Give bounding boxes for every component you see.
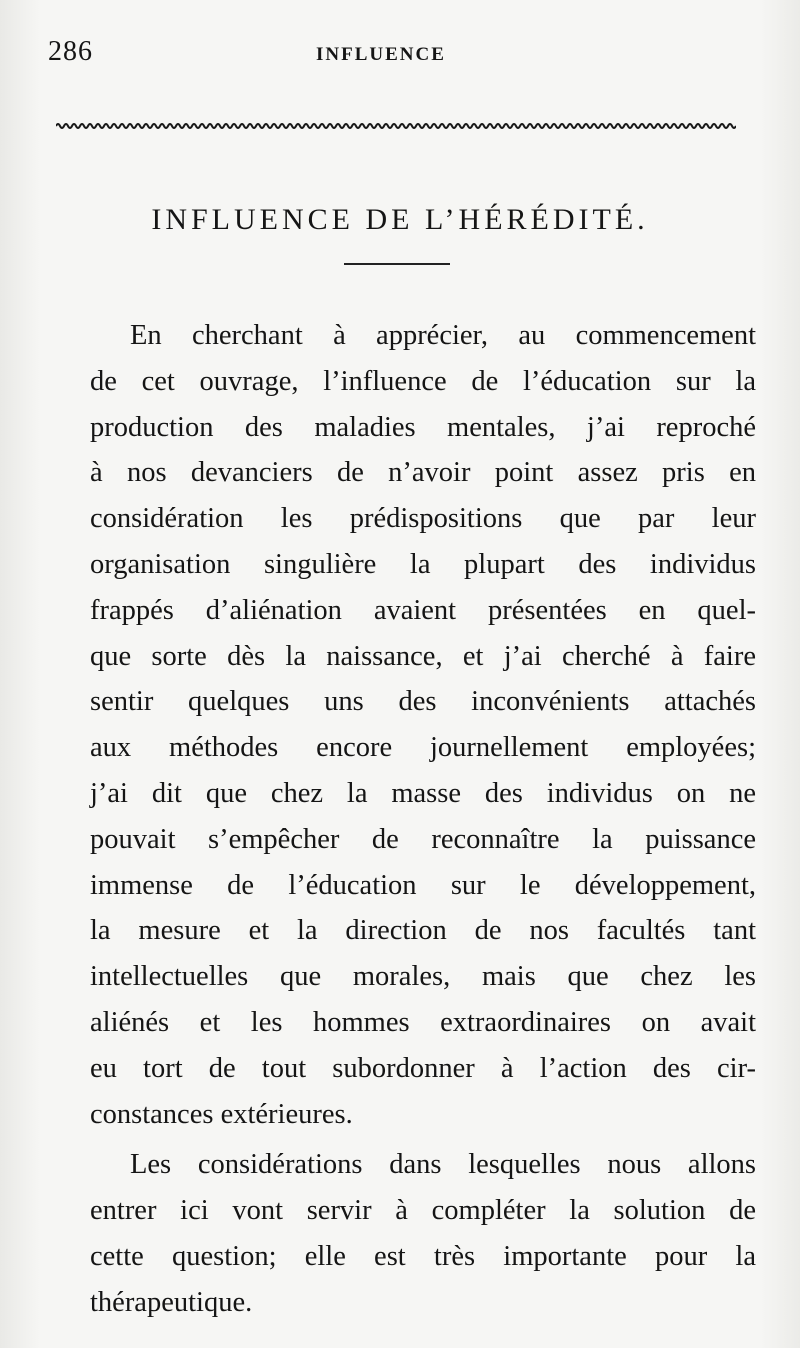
- text-line: j’ai dit que chez la masse des individus on ne: [90, 777, 756, 809]
- text-line: thérapeutique.: [90, 1286, 253, 1318]
- text-line: à nos devanciers de n’avoir point assez pris en: [90, 457, 756, 489]
- text-line: immense de l’éducation sur le développement,: [90, 869, 756, 901]
- body-text: [50, 313, 756, 1326]
- text-line: que sorte dès la naissance, et j’ai cherché à faire: [90, 640, 756, 672]
- ornamental-rule: [56, 121, 736, 131]
- text-line: organisation singulière la plupart des individus: [90, 548, 756, 580]
- text-line: de cet ouvrage, l’influence de l’éducation sur la: [90, 365, 756, 397]
- text-line: constances extérieures.: [90, 1098, 353, 1130]
- text-line: frappés d’aliénation avaient présentées en quel-: [90, 594, 756, 626]
- chapter-title: INFLUENCE DE L’HÉRÉDITÉ.: [151, 203, 649, 237]
- paragraph-1: [50, 313, 756, 1137]
- text-line: production des maladies mentales, j’ai reproché: [90, 411, 756, 443]
- text-line: aux méthodes encore journellement employées;: [90, 732, 756, 764]
- text-line: entrer ici vont servir à compléter la solution de: [90, 1195, 756, 1227]
- text-line: eu tort de tout subordonner à l’action des cir-: [90, 1052, 756, 1084]
- page-number: 286: [48, 36, 93, 67]
- text-line: la mesure et la direction de nos facultés tant: [90, 915, 756, 947]
- title-rule: [344, 263, 450, 265]
- text-line: Les considérations dans lesquelles nous allons: [130, 1149, 756, 1181]
- text-line: cette question; elle est très importante pour la: [90, 1240, 756, 1272]
- text-line: intellectuelles que morales, mais que chez les: [90, 961, 756, 993]
- running-head: [48, 36, 748, 76]
- text-line: pouvait s’empêcher de reconnaître la puissance: [90, 823, 756, 855]
- text-line: aliénés et les hommes extraordinaires on avait: [90, 1006, 756, 1038]
- running-title: INFLUENCE: [316, 44, 446, 65]
- text-line: sentir quelques uns des inconvénients attachés: [90, 686, 756, 718]
- paragraph-2: [50, 1142, 756, 1325]
- text-line: considération les prédispositions que par leur: [90, 503, 756, 535]
- text-line: En cherchant à apprécier, au commencement: [130, 320, 756, 351]
